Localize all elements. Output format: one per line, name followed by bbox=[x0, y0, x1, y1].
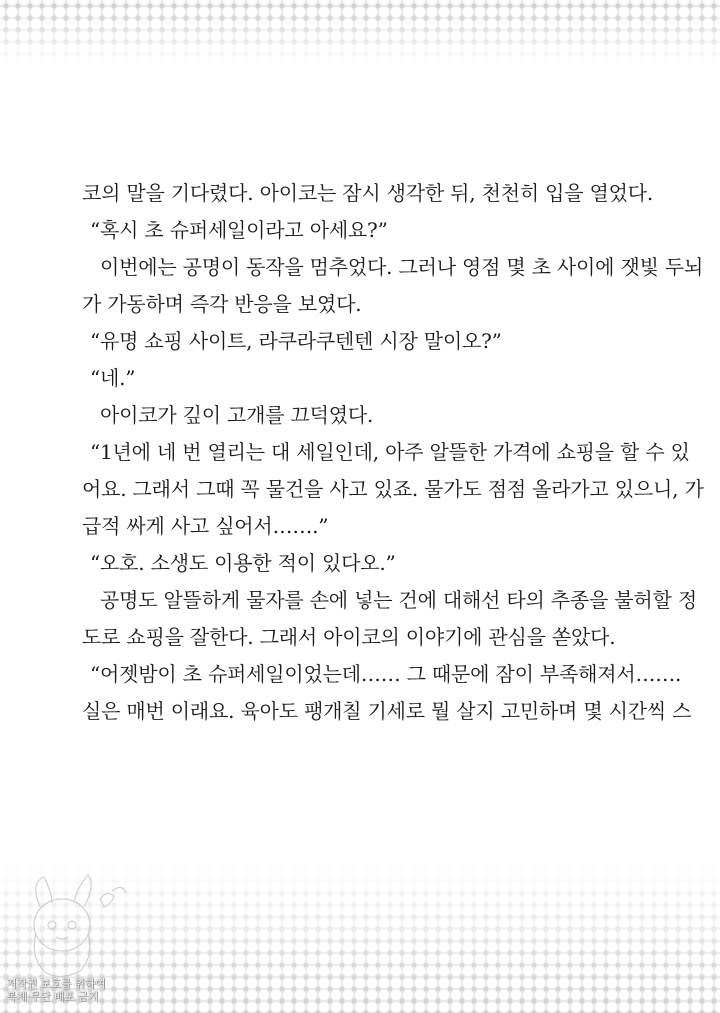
text-line: 실은 매번 이래요. 육아도 팽개칠 기세로 뭘 살지 고민하며 몇 시간씩 스 bbox=[82, 699, 692, 723]
body-text bbox=[82, 175, 704, 730]
text-line: 어요. 그래서 그때 꼭 물건을 사고 있죠. 물가도 점점 올라가고 있으니, 가 bbox=[82, 477, 704, 501]
text-line: “오호. 소생도 이용한 적이 있다오.” bbox=[90, 551, 396, 575]
text-line: “유명 쇼핑 사이트, 라쿠라쿠텐텐 시장 말이오?” bbox=[90, 329, 502, 353]
text-line: 아이코가 깊이 고개를 끄덕였다. bbox=[100, 403, 374, 427]
text-line: “네.” bbox=[90, 366, 136, 390]
text-line: “1년에 네 번 열리는 대 세일인데, 아주 알뜰한 가격에 쇼핑을 할 수 있 bbox=[90, 440, 690, 464]
decorative-pattern-top bbox=[0, 0, 720, 64]
text-line: “혹시 초 슈퍼세일이라고 아세요?” bbox=[90, 218, 388, 242]
text-line: 이번에는 공명이 동작을 멈추었다. 그러나 영점 몇 초 사이에 잿빛 두뇌 bbox=[100, 255, 704, 279]
text-line: 공명도 알뜰하게 물자를 손에 넣는 건에 대해선 타의 추종을 불허할 정 bbox=[100, 588, 697, 612]
text-line: 코의 말을 기다렸다. 아이코는 잠시 생각한 뒤, 천천히 입을 열었다. bbox=[82, 181, 654, 205]
text-line: 급적 싸게 사고 싶어서…….” bbox=[82, 514, 329, 538]
watermark bbox=[0, 863, 150, 1013]
text-line: 도로 쇼핑을 잘한다. 그래서 아이코의 이야기에 관심을 쏟았다. bbox=[82, 625, 616, 649]
watermark-text: 저작권 보호를 위하여 복제·무단 배포 금지 bbox=[6, 977, 106, 1003]
text-line: 가 가동하며 즉각 반응을 보였다. bbox=[82, 292, 362, 316]
text-line: “어젯밤이 초 슈퍼세일이었는데…… 그 때문에 잠이 부족해져서……. bbox=[90, 662, 682, 686]
